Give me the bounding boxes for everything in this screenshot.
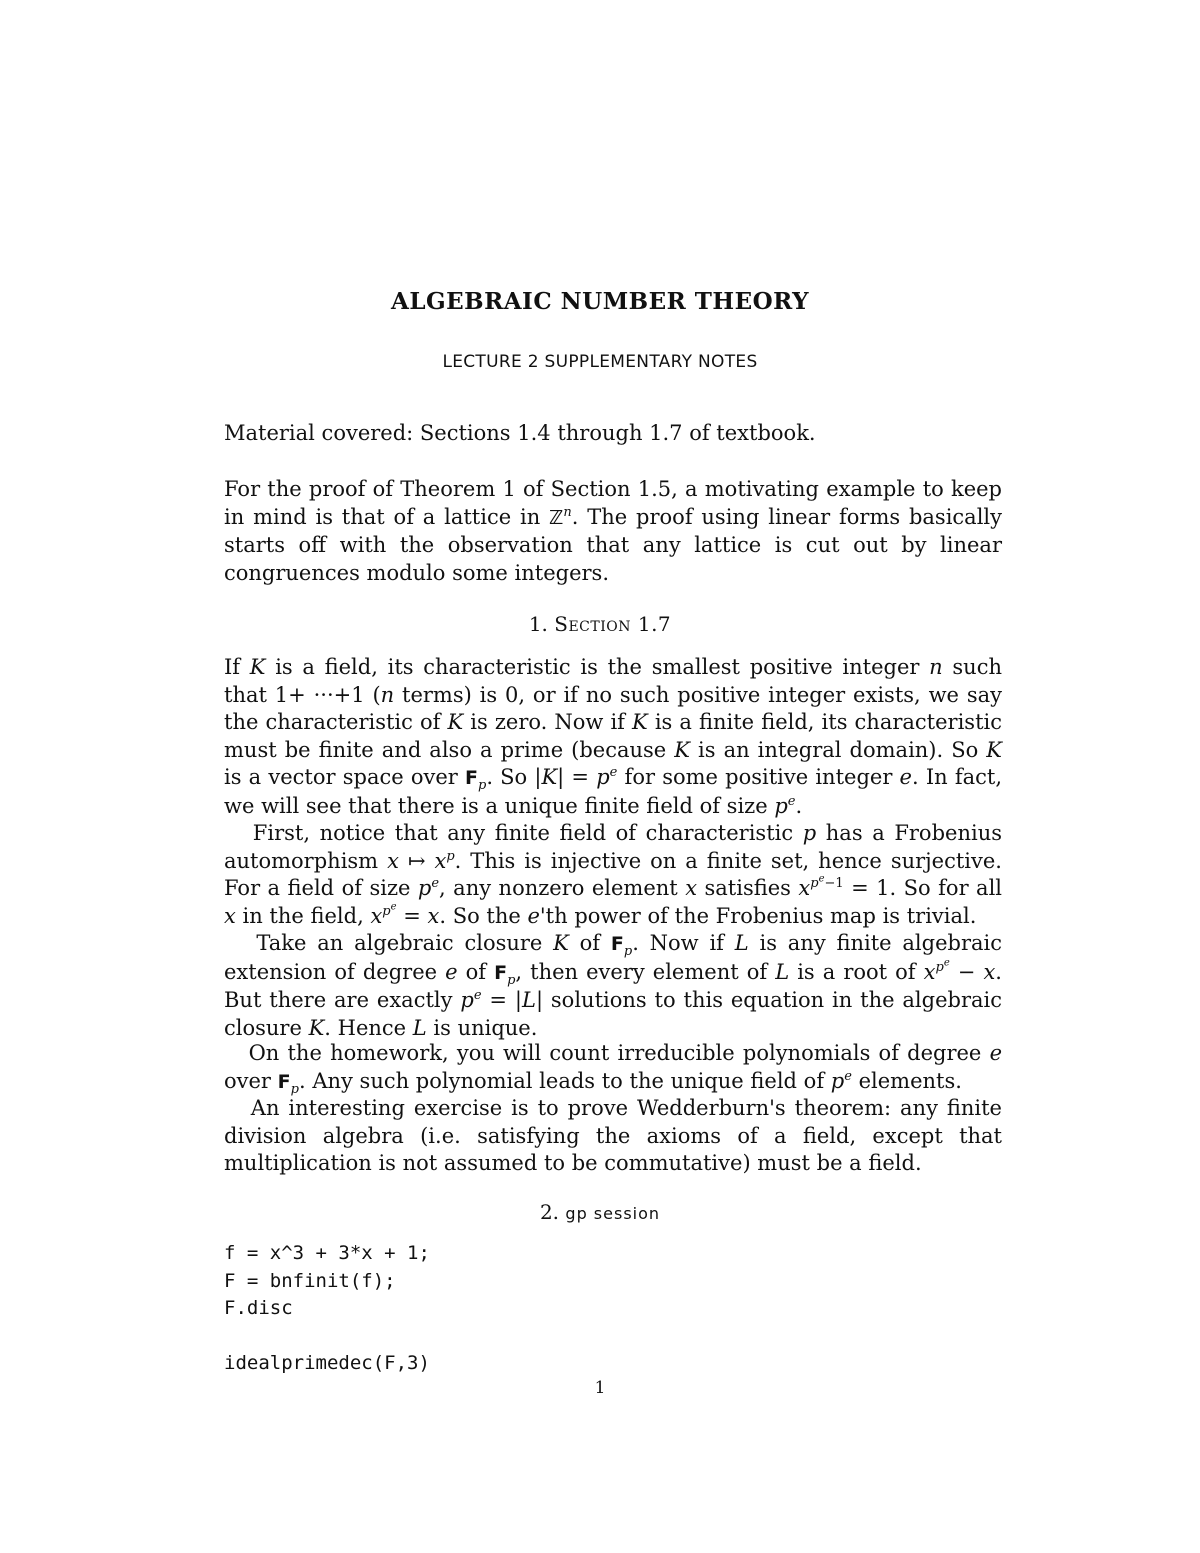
code-line: F.disc: [224, 1297, 293, 1320]
intro-text-1: For the proof of Theorem 1 of Section 1.5, a motivating example to keep in mind is that of a lattice in: [224, 477, 1002, 529]
intro-paragraph: [224, 476, 1002, 587]
integers-symbol: ℤ: [549, 506, 564, 529]
code-line: F = bnfinit(f);: [224, 1269, 396, 1292]
section-1-paragraph-4: On the homework, you will count irreducible polynomials of degree e over $F_p$. Any such polynomial leads to the unique field of $p^e$ elements.: [224, 1041, 1002, 1097]
document-title: ALGEBRAIC NUMBER THEORY: [390, 288, 810, 315]
section-1-paragraph-2: First, notice that any finite field of characteristic p has a Frobenius automorphism x ↦ $x^p$. This is injective on a finite set, hence surjective. For a field of size $p^e$, any nonzero element x satisfies $x^{p^e-1} = 1$. So for all x in the field, $x^{p^e} = x$. So the e'th power of the Frobenius map is trivial.: [224, 821, 1003, 928]
gp-code-block: [224, 1240, 430, 1378]
intro-text-2: . The proof using linear forms basically starts off with the observation that any lattice is cut out by linear congruences modulo some integers.: [224, 504, 1002, 585]
section-1-number: 1.: [528, 612, 548, 636]
section-2-number: 2.: [539, 1200, 560, 1224]
page-number: 1: [594, 1378, 606, 1398]
section-1-paragraph-1: If K is a field, its characteristic is the smallest positive integer n such that 1+ ···+1 (n terms) is 0, or if no such positive integer exists, we say the characteristic of K is zero. Now if K is a finite field, its characteristic must be finite and also a prime (because K is an integral domain). So K is a vector space over $F_p$. So $|K| = p^e$ for some positive integer e. In fact, we will see that there is a unique finite field of size $p^e$.: [224, 655, 1003, 818]
section-2-title: gp session: [565, 1204, 661, 1223]
code-line: f = x^3 + 3*x + 1;: [224, 1242, 430, 1264]
section-1-paragraph-5: An interesting exercise is to prove Wedderburn's theorem: any finite division algebra (i.e. satisfying the axioms of a field, except that multiplication is not assumed to be commutative) must be a field.: [224, 1096, 1002, 1176]
code-line: [224, 1323, 430, 1351]
section-2-heading: [0, 1200, 1200, 1224]
section-1-title: Section 1.7: [554, 612, 672, 636]
integers-exponent: n: [563, 504, 572, 520]
code-line: idealprimedec(F,3): [224, 1352, 430, 1375]
material-covered: Material covered: Sections 1.4 through 1.7 of textbook.: [224, 421, 816, 445]
section-1-heading: [0, 612, 1200, 636]
document-subtitle: LECTURE 2 SUPPLEMENTARY NOTES: [442, 352, 758, 372]
section-1-paragraph-3: Take an algebraic closure K of $F_p$. Now if L is any finite algebraic extension of degree e of $F_p$, then every element of L is a root of $x^{p^e} - x$. But there are exactly $p^e = |L|$ solutions to this equation in the algebraic closure K. Hence L is unique.: [224, 931, 1002, 1040]
